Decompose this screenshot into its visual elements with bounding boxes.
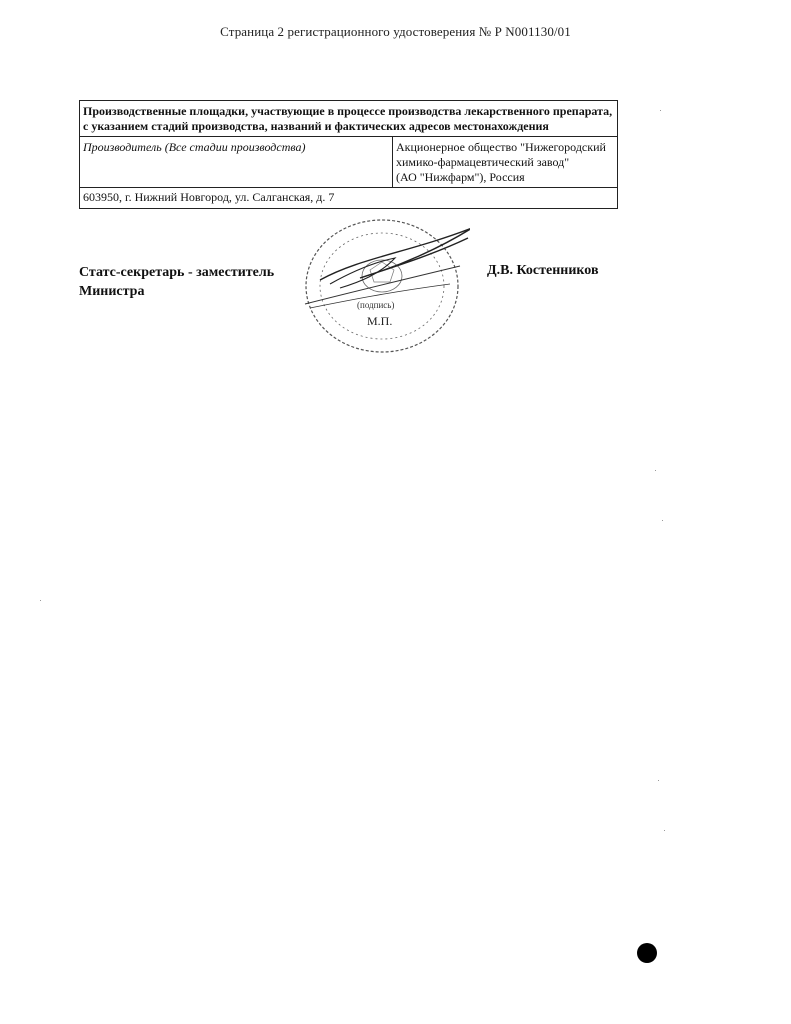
official-seal-stamp bbox=[300, 218, 470, 358]
table-row bbox=[80, 101, 618, 137]
company-line: Акционерное общество "Нижегородский bbox=[396, 140, 606, 154]
signer-name: Д.В. Костенников bbox=[487, 263, 599, 278]
page-header: Страница 2 регистрационного удостоверения № Р N001130/01 bbox=[220, 24, 571, 39]
table-row bbox=[80, 188, 618, 209]
company-line: (АО "Нижфарм"), Россия bbox=[396, 170, 525, 184]
scan-mark-dot bbox=[637, 943, 657, 963]
scan-speck bbox=[662, 520, 663, 521]
manufacturer-name bbox=[393, 137, 618, 188]
signature-caption: (подпись) bbox=[357, 300, 395, 310]
table-heading: Производственные площадки, участвующие в процессе производства лекарственного препарата, с указанием стадий производства, названий и фактических адресов местонахождения bbox=[80, 101, 618, 137]
scan-speck bbox=[660, 110, 661, 111]
scan-speck bbox=[40, 600, 41, 601]
manufacturer-address: 603950, г. Нижний Новгород, ул. Салганская, д. 7 bbox=[80, 188, 618, 209]
scan-speck bbox=[655, 470, 656, 471]
signer-title-line: Министра bbox=[79, 284, 145, 299]
company-line: химико-фармацевтический завод" bbox=[396, 155, 570, 169]
scan-speck bbox=[664, 830, 665, 831]
manufacturer-role: Производитель (Все стадии производства) bbox=[80, 137, 393, 188]
mp-label: М.П. bbox=[367, 314, 393, 328]
table-row bbox=[80, 137, 618, 188]
signer-title bbox=[79, 263, 274, 301]
scan-speck bbox=[658, 780, 659, 781]
production-sites-table bbox=[79, 100, 618, 209]
signer-title-line: Статс-секретарь - заместитель bbox=[79, 265, 275, 280]
